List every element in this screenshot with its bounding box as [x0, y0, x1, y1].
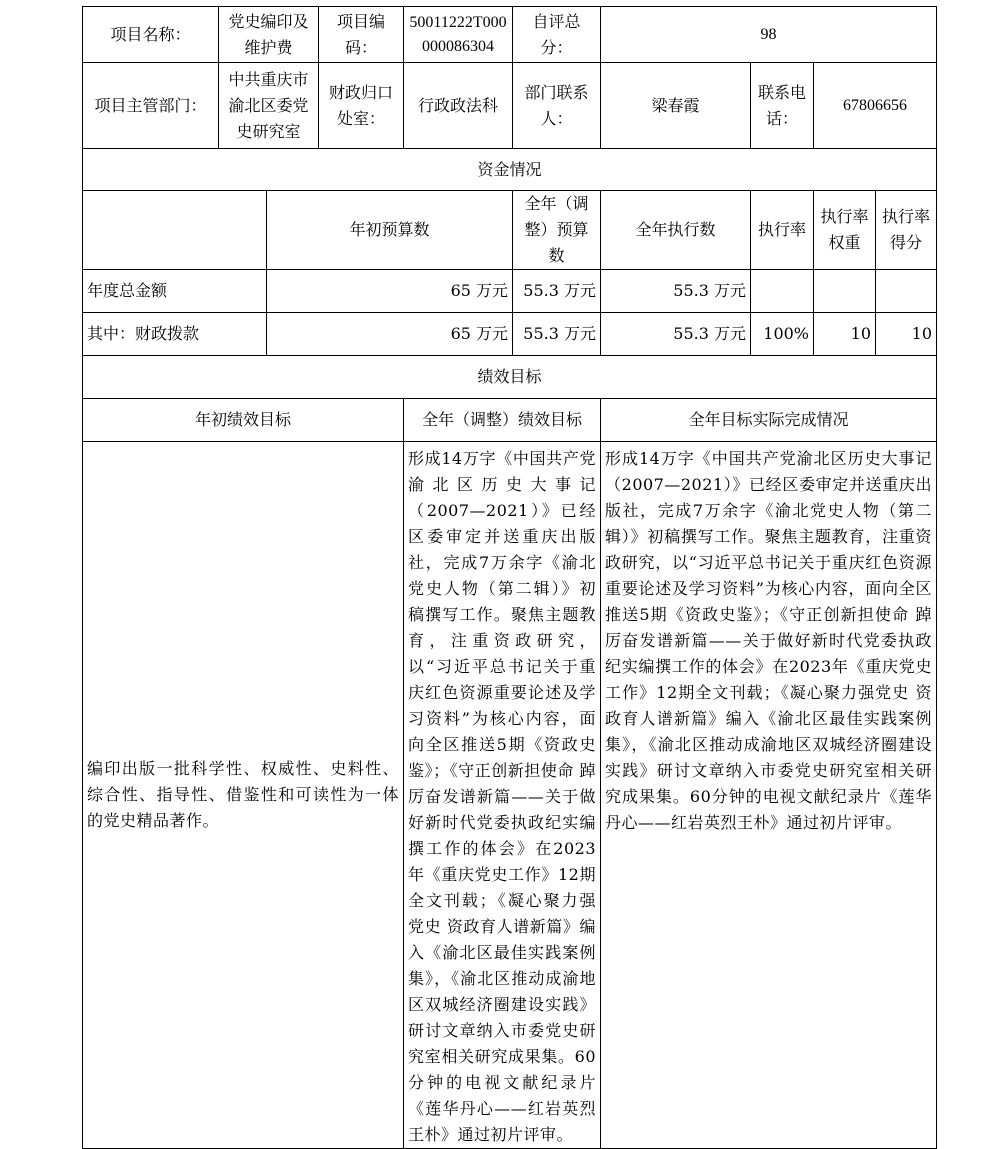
funds-row-label: 年度总金额	[83, 270, 267, 313]
funds-row-score: 10	[876, 313, 937, 356]
funds-col-score: 执行率得分	[876, 191, 937, 270]
funds-col-rate: 执行率	[751, 191, 814, 270]
funds-row-total	[83, 270, 937, 313]
funds-row-weight: 10	[814, 313, 876, 356]
performance-content-row	[83, 442, 937, 1149]
performance-col-actual: 全年目标实际完成情况	[601, 399, 937, 442]
project-evaluation-table	[82, 6, 937, 1149]
header-row-2	[83, 63, 937, 149]
funds-header-row	[83, 191, 937, 270]
performance-header-row	[83, 399, 937, 442]
funds-row-label: 其中：财政拨款	[83, 313, 267, 356]
funds-row-executed: 55.3 万元	[601, 313, 751, 356]
funds-row-adjusted: 55.3 万元	[513, 313, 601, 356]
funds-row-rate: 100%	[751, 313, 814, 356]
funds-row-initial: 65 万元	[267, 313, 513, 356]
funds-col-executed: 全年执行数	[601, 191, 751, 270]
contact-name: 梁春霞	[601, 63, 751, 149]
initial-goal-text: 编印出版一批科学性、权威性、史料性、综合性、指导性、借鉴性和可读性为一体的党史精品著作。	[83, 442, 404, 1149]
phone-number: 67806656	[814, 63, 937, 149]
funds-row-initial: 65 万元	[267, 270, 513, 313]
funds-row-adjusted: 55.3 万元	[513, 270, 601, 313]
self-score-label: 自评总分：	[513, 7, 601, 63]
dept-label: 项目主管部门：	[83, 63, 219, 149]
performance-section-title: 绩效目标	[83, 356, 937, 399]
performance-col-initial: 年初绩效目标	[83, 399, 404, 442]
project-code-label: 项目编码：	[319, 7, 404, 63]
performance-title-row	[83, 356, 937, 399]
project-name: 党史编印及维护费	[219, 7, 319, 63]
actual-completion-text: 形成14万字《中国共产党渝北区历史大事记（2007—2021）》已经区委审定并送重庆出版社，完成7万余字《渝北党史人物（第二辑）》初稿撰写工作。聚焦主题教育，注重资政研究，以“习近平总书记关于重庆红色资源重要论述及学习资料”为核心内容，面向全区推送5期《资政史鉴》；《守正创新担使命 踔厉奋发谱新篇——关于做好新时代党委执政纪实编撰工作的体会》在2023年《重庆党史工作》12期全文刊载；《凝心聚力强党史 资政育人谱新篇》编入《渝北区最佳实践案例集》，《渝北区推动成渝地区双城经济圈建设实践》研讨文章纳入市委党史研究室相关研究成果集。60分钟的电视文献纪录片《莲华丹心——红岩英烈王朴》通过初片评审。	[601, 442, 937, 1149]
funds-col-initial: 年初预算数	[267, 191, 513, 270]
funds-row-executed: 55.3 万元	[601, 270, 751, 313]
funds-title-row	[83, 149, 937, 191]
header-row-1	[83, 7, 937, 63]
project-code: 50011222T000000086304	[404, 7, 513, 63]
funds-section-title: 资金情况	[83, 149, 937, 191]
funds-col-weight: 执行率权重	[814, 191, 876, 270]
funds-row-weight	[814, 270, 876, 313]
funds-col-adjusted: 全年（调整）预算数	[513, 191, 601, 270]
funds-row-score	[876, 270, 937, 313]
finance-office: 行政政法科	[404, 63, 513, 149]
funds-row-rate	[751, 270, 814, 313]
project-name-label: 项目名称：	[83, 7, 219, 63]
funds-row-fiscal	[83, 313, 937, 356]
adjusted-goal-text: 形成14万字《中国共产党渝北区历史大事记（2007—2021）》已经区委审定并送重庆出版社，完成7万余字《渝北党史人物（第二辑）》初稿撰写工作。聚焦主题教育，注重资政研究，以“习近平总书记关于重庆红色资源重要论述及学习资料”为核心内容，面向全区推送5期《资政史鉴》；《守正创新担使命 踔厉奋发谱新篇——关于做好新时代党委执政纪实编撰工作的体会》在2023年《重庆党史工作》12期全文刊载；《凝心聚力强党史 资政育人谱新篇》编入《渝北区最佳实践案例集》，《渝北区推动成渝地区双城经济圈建设实践》研讨文章纳入市委党史研究室相关研究成果集。60分钟的电视文献纪录片《莲华丹心——红岩英烈王朴》通过初片评审。	[404, 442, 601, 1149]
phone-label: 联系电话：	[751, 63, 814, 149]
funds-header-empty	[83, 191, 267, 270]
dept-name: 中共重庆市渝北区委党史研究室	[219, 63, 319, 149]
self-score: 98	[601, 7, 937, 63]
performance-col-adjusted: 全年（调整）绩效目标	[404, 399, 601, 442]
finance-office-label: 财政归口处室：	[319, 63, 404, 149]
contact-label: 部门联系人：	[513, 63, 601, 149]
